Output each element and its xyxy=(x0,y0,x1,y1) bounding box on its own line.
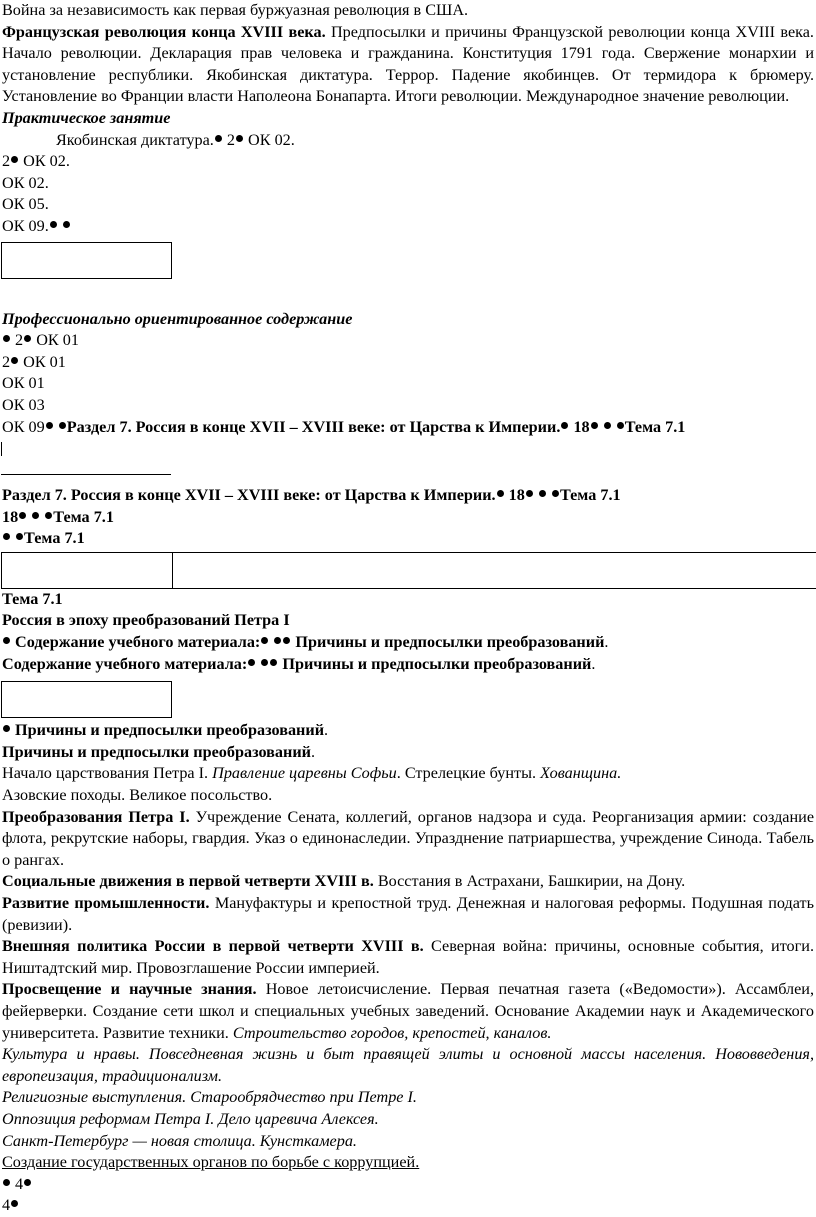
bullet-dot-icon xyxy=(261,637,268,644)
paragraph-italic: Культура и нравы. Повседневная жизнь и быт правящей элиты и основной массы населения. Нововведения, европеизация, традиционализм. xyxy=(2,1045,814,1085)
paragraph-underlined: Создание государственных органов по борьбе с коррупцией. xyxy=(2,1153,420,1172)
table-cell-box xyxy=(1,242,172,279)
competence-line: ОК 09. xyxy=(0,216,816,238)
paragraph-french-revolution xyxy=(0,22,816,108)
bullet-dot-icon xyxy=(24,335,31,342)
bullet-dot-icon xyxy=(63,221,70,228)
bullet-dot-icon xyxy=(11,1200,18,1207)
bullet-dot-icon xyxy=(3,335,10,342)
hours-line: 4 xyxy=(0,1195,816,1217)
bullet-dot-icon xyxy=(604,422,611,429)
competence-line: 2 ОК 01 xyxy=(2,352,66,371)
section-line: 18 Тема 7.1 xyxy=(2,507,114,526)
bullet-dot-icon xyxy=(274,637,281,644)
subheading: Причины и предпосылки преобразований. xyxy=(2,742,316,761)
bullet-dot-icon xyxy=(561,422,568,429)
bullet-dot-icon xyxy=(236,135,243,142)
paragraph: Внешняя политика России в первой четверти XVIII в. Северная война: причины, основные события, итоги. Ништадтский мир. Провозглашение России империей. xyxy=(2,937,814,977)
bullet-dot-icon xyxy=(497,490,504,497)
bullet-dot-icon xyxy=(591,422,598,429)
paragraph-italic: Оппозиция реформам Петра I. Дело царевича Алексея. xyxy=(2,1109,379,1128)
topic-heading: Тема 7.1 xyxy=(2,589,63,608)
bullet-dot-icon xyxy=(552,490,559,497)
competence-line: 2 ОК 02. xyxy=(2,152,70,171)
topic-title: Россия в эпоху преобразований Петра I xyxy=(2,611,290,630)
bullet-dot-icon xyxy=(3,1179,10,1186)
table-cell-box xyxy=(1,681,172,718)
bullet-dot-icon xyxy=(11,357,18,364)
topic-line: Якобинская диктатура. 2 ОК 02. xyxy=(56,130,295,149)
bullet-dot-icon xyxy=(46,422,53,429)
paragraph-italic: Санкт-Петербург — новая столица. Кунсткамера. xyxy=(2,1131,357,1150)
bullet-dot-icon xyxy=(11,156,18,163)
competence-line: ОК 03 xyxy=(2,395,45,414)
bullet-dot-icon xyxy=(526,490,533,497)
paragraph-text: Предпосылки и причины Французской революции конца XVIII века. Начало революции. Декларация прав человека и гражданина. Конституция 1791 года. Свержение монархии и установление республики. Якобинская диктатура. Террор. Падение якобинцев. От термидора к брюмеру. Установление во Франции власти Наполеона Бонапарта. Итоги революции. Международное значение революции. xyxy=(2,22,814,106)
bullet-dot-icon xyxy=(59,422,66,429)
bullet-dot-icon xyxy=(16,533,23,540)
content-heading: Содержание учебного материала: Причины и предпосылки преобразований. xyxy=(0,632,816,654)
table-row-boxes xyxy=(0,552,816,589)
bullet-dot-icon xyxy=(3,725,10,732)
section-heading: Раздел 7. Россия в конце XVII – XVIII веке: от Царства к Империи. 18 Тема 7.1 xyxy=(2,486,621,505)
paragraph-italic: Религиозные выступления. Старообрядчество при Петре I. xyxy=(2,1088,417,1107)
bullet-dot-icon xyxy=(32,512,39,519)
paragraph: Просвещение и научные знания. Новое летоисчисление. Первая печатная газета («Ведомости»). Ассамблеи, фейерверки. Создание сети школ и специальных учебных заведений. Основание Академии наук и Академического университета. Развитие техники. Строительство городов, крепостей, каналов. xyxy=(2,980,815,1042)
competence-line: ОК 01 xyxy=(2,374,45,393)
bullet-dot-icon xyxy=(45,512,52,519)
bullet-dot-icon xyxy=(261,659,268,666)
section-line: Тема 7.1 xyxy=(0,528,816,550)
paragraph: Начало царствования Петра I. Правление царевны Софьи. Стрелецкие бунты. Хованщина. xyxy=(2,764,622,783)
paragraph: Социальные движения в первой четверти XVIII в. Восстания в Астрахани, Башкирии, на Дону. xyxy=(2,872,686,891)
bullet-dot-icon xyxy=(215,135,222,142)
bullet-dot-icon xyxy=(3,637,10,644)
competence-line: ОК 02. xyxy=(2,173,49,192)
bullet-dot-icon xyxy=(539,490,546,497)
bullet-dot-icon xyxy=(3,533,10,540)
competence-line: 2 ОК 01 xyxy=(0,330,816,352)
section-line: ОК 09 Раздел 7. Россия в конце XVII – XVIII веке: от Царства к Империи. 18 Тема 7.1 xyxy=(2,417,686,436)
bullet-dot-icon xyxy=(617,422,624,429)
competence-line: ОК 05. xyxy=(2,195,49,214)
bullet-dot-icon xyxy=(24,1179,31,1186)
professional-content-heading: Профессионально ориентированное содержание xyxy=(2,309,353,328)
bullet-dot-icon xyxy=(283,637,290,644)
paragraph: Война за независимость как первая буржуазная революция в США. xyxy=(2,1,469,19)
bullet-dot-icon xyxy=(19,512,26,519)
paragraph: Азовские походы. Великое посольство. xyxy=(2,786,273,805)
practical-lesson-heading: Практическое занятие xyxy=(2,108,171,127)
paragraph: Развитие промышленности. Мануфактуры и крепостной труд. Денежная и налоговая реформы. Подушная подать (ревизии). xyxy=(2,894,814,934)
subheading: Причины и предпосылки преобразований. xyxy=(0,720,816,742)
hours-line: 4 xyxy=(0,1174,816,1196)
paragraph: Преобразования Петра I. Учреждение Сената, коллегий, органов надзора и суда. Реорганизация армии: создание флота, рекрутские наборы, гвардия. Указ о единонаследии. Упразднение патриаршества, учреждение Синода. Табель о рангах. xyxy=(2,807,815,869)
bold-heading: Французская революция конца XVIII века. xyxy=(2,22,326,41)
bullet-dot-icon xyxy=(50,221,57,228)
content-heading: Содержание учебного материала: Причины и предпосылки преобразований. xyxy=(2,654,596,673)
bullet-dot-icon xyxy=(270,659,277,666)
bullet-dot-icon xyxy=(248,659,255,666)
